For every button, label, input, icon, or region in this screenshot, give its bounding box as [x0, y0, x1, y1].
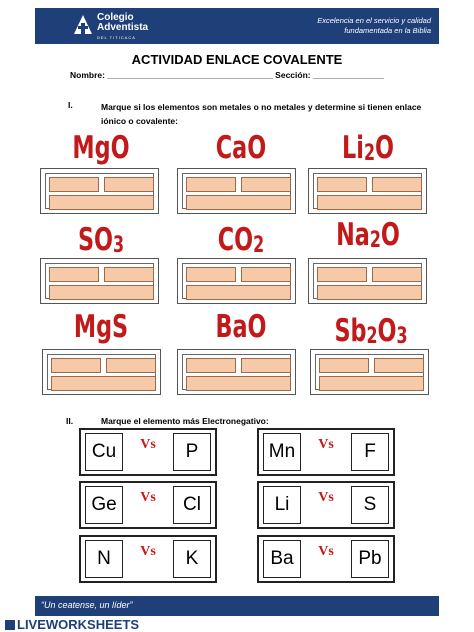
answer-slot-bond-type[interactable]	[186, 285, 291, 300]
answer-slot-element2[interactable]	[374, 358, 424, 373]
formula-tail: O	[377, 313, 397, 349]
motto-line2: fundamentada en la Biblia	[344, 26, 431, 35]
answer-slot-element2[interactable]	[106, 358, 156, 373]
answer-box-inner	[182, 263, 291, 299]
watermark-text: LIVEWORKSHEETS	[17, 617, 140, 632]
answer-slot-element1[interactable]	[49, 267, 99, 282]
electronegativity-pair	[79, 535, 217, 583]
answer-box-inner	[313, 173, 422, 209]
versus-label: Vs	[318, 490, 334, 505]
compound-formula	[324, 314, 418, 354]
answer-box	[310, 349, 429, 395]
formula-text: Na	[336, 217, 370, 253]
compound-formula	[194, 131, 288, 165]
answer-slot-bond-type[interactable]	[317, 285, 422, 300]
section-2-number: II.	[66, 416, 74, 426]
answer-slot-element2[interactable]	[372, 177, 422, 192]
electronegativity-pair	[257, 535, 395, 583]
school-name-line2: Adventista	[97, 22, 149, 33]
element-option-b[interactable]: Cl	[173, 486, 211, 524]
school-logo-icon	[73, 14, 93, 38]
answer-slot-bond-type[interactable]	[49, 285, 154, 300]
answer-slot-element2[interactable]	[104, 177, 154, 192]
motto-line1: Excelencia en el servicio y calidad	[317, 16, 431, 25]
electronegativity-pair	[79, 481, 217, 529]
answer-box-inner	[47, 354, 156, 390]
answer-slot-bond-type[interactable]	[186, 376, 291, 391]
answer-box-inner	[313, 263, 422, 299]
answer-slot-bond-type[interactable]	[51, 376, 156, 391]
answer-slot-element1[interactable]	[186, 177, 236, 192]
versus-label: Vs	[140, 437, 156, 452]
header-banner	[35, 8, 439, 44]
electronegativity-pair	[257, 481, 395, 529]
element-option-a[interactable]: N	[85, 540, 123, 578]
answer-slot-element1[interactable]	[317, 267, 367, 282]
seccion-field[interactable]: _______________	[312, 70, 384, 80]
element-option-a[interactable]: Mn	[263, 433, 301, 471]
formula-text: MgO	[72, 130, 130, 166]
compound-formula	[321, 131, 415, 171]
answer-slot-bond-type[interactable]	[317, 195, 422, 210]
answer-box	[40, 258, 159, 304]
formula-text: BaO	[215, 309, 267, 345]
versus-label: Vs	[140, 544, 156, 559]
answer-slot-element1[interactable]	[186, 267, 236, 282]
answer-slot-bond-type[interactable]	[186, 195, 291, 210]
formula-subscript-2: 3	[396, 324, 408, 349]
formula-subscript: 2	[253, 233, 265, 258]
formula-text: CO	[217, 222, 254, 258]
compound-formula	[54, 310, 148, 344]
answer-slot-element2[interactable]	[241, 177, 291, 192]
answer-box	[177, 258, 296, 304]
answer-slot-element2[interactable]	[241, 267, 291, 282]
footer-banner	[35, 596, 439, 616]
answer-box-inner	[182, 354, 291, 390]
formula-subscript: 2	[363, 141, 375, 166]
seccion-label: Sección:	[275, 70, 311, 80]
answer-slot-element2[interactable]	[104, 267, 154, 282]
answer-box-inner	[45, 173, 154, 209]
school-name-line1: Colegio	[97, 12, 134, 23]
formula-text: MgS	[73, 309, 129, 345]
answer-box	[308, 168, 427, 214]
compound-formula	[54, 223, 148, 263]
element-option-b[interactable]: P	[173, 433, 211, 471]
element-option-a[interactable]: Cu	[85, 433, 123, 471]
answer-slot-element1[interactable]	[317, 177, 367, 192]
element-option-b[interactable]: K	[173, 540, 211, 578]
versus-label: Vs	[140, 490, 156, 505]
formula-subscript: 2	[369, 228, 381, 253]
answer-slot-element2[interactable]	[241, 358, 291, 373]
formula-text: Li	[342, 130, 364, 166]
compound-formula	[194, 223, 288, 263]
answer-slot-element1[interactable]	[51, 358, 101, 373]
formula-text: CaO	[215, 130, 267, 166]
element-option-b[interactable]: Pb	[351, 540, 389, 578]
answer-slot-element1[interactable]	[49, 177, 99, 192]
school-motto	[317, 16, 431, 36]
answer-box	[308, 258, 427, 304]
electronegativity-pair	[257, 428, 395, 476]
answer-box	[40, 168, 159, 214]
element-option-a[interactable]: Ge	[85, 486, 123, 524]
answer-box	[177, 168, 296, 214]
answer-slot-element1[interactable]	[319, 358, 369, 373]
compound-formula	[321, 218, 415, 258]
compound-formula	[54, 131, 148, 165]
compound-formula	[194, 310, 288, 344]
answer-slot-bond-type[interactable]	[319, 376, 424, 391]
answer-box	[42, 349, 161, 395]
element-option-b[interactable]: F	[351, 433, 389, 471]
answer-slot-element1[interactable]	[186, 358, 236, 373]
liveworksheets-logo-icon	[5, 620, 15, 630]
section-2-instruction: Marque el elemento más Electronegativo:	[101, 416, 269, 426]
formula-tail: O	[374, 130, 394, 166]
formula-text: Sb	[334, 313, 367, 349]
footer-quote: “Un ceatense, un líder”	[41, 600, 133, 610]
formula-subscript: 2	[366, 324, 378, 349]
school-name	[97, 13, 148, 33]
formula-text: SO	[77, 222, 114, 258]
answer-box	[177, 349, 296, 395]
page-title: ACTIVIDAD ENLACE COVALENTE	[131, 52, 343, 67]
answer-box-inner	[315, 354, 424, 390]
student-fields	[70, 70, 384, 80]
answer-slot-bond-type[interactable]	[49, 195, 154, 210]
liveworksheets-watermark	[5, 617, 139, 631]
answer-box-inner	[182, 173, 291, 209]
answer-box-inner	[45, 263, 154, 299]
electronegativity-pair	[79, 428, 217, 476]
nombre-label: Nombre:	[70, 70, 105, 80]
element-option-a[interactable]: Ba	[263, 540, 301, 578]
answer-slot-element2[interactable]	[372, 267, 422, 282]
element-option-a[interactable]: Li	[263, 486, 301, 524]
versus-label: Vs	[318, 437, 334, 452]
nombre-field[interactable]: ___________________________________	[107, 70, 273, 80]
versus-label: Vs	[318, 544, 334, 559]
section-1-instruction: Marque si los elementos son metales o no metales y determine si tienen enlace iónico o covalente:	[101, 102, 422, 126]
formula-subscript: 3	[113, 233, 125, 258]
element-option-b[interactable]: S	[351, 486, 389, 524]
school-location: DEL TITICACA	[97, 35, 136, 40]
section-1-number: I.	[68, 100, 73, 110]
formula-tail: O	[380, 217, 400, 253]
